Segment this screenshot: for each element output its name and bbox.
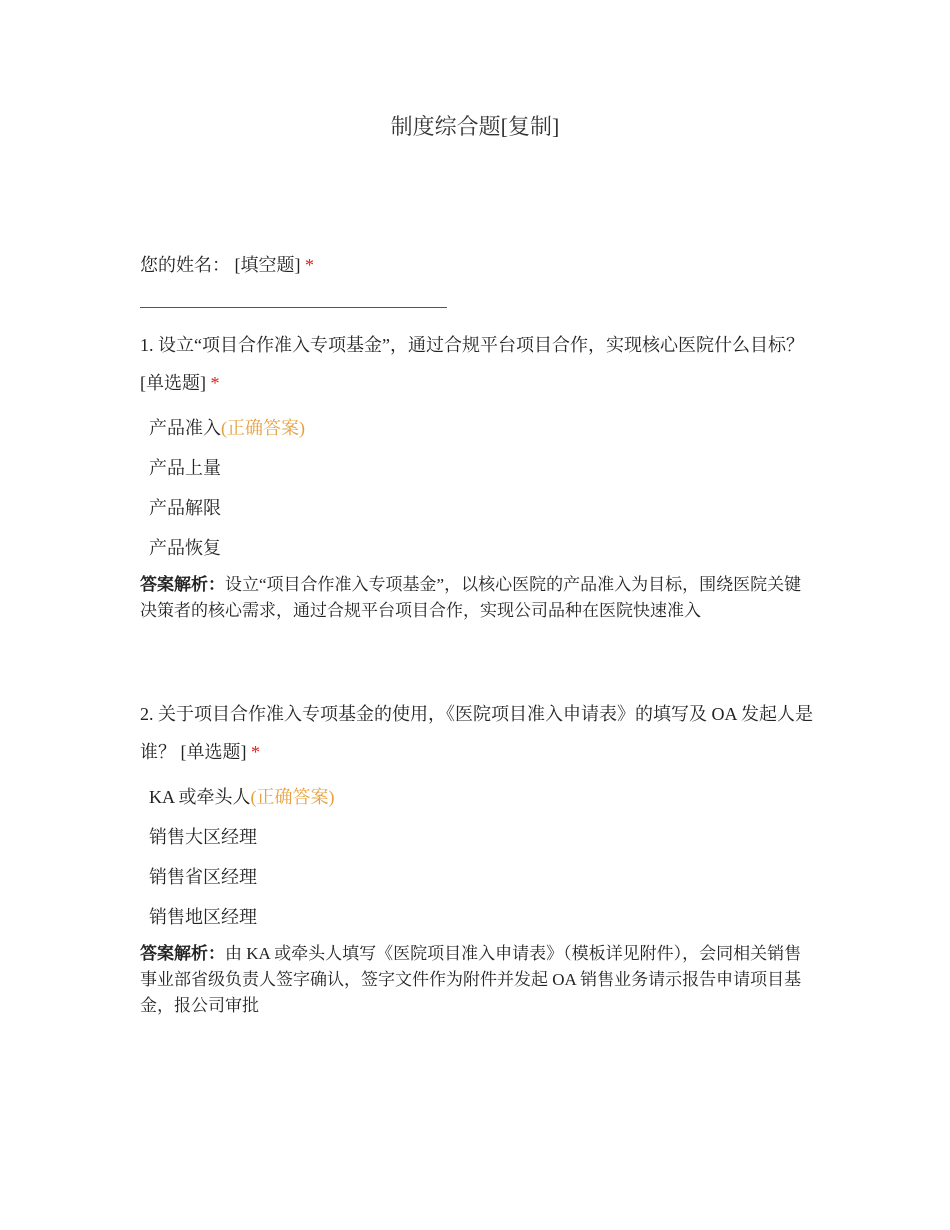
question-number: 2. bbox=[140, 704, 154, 724]
option-label: 销售省区经理 bbox=[149, 867, 257, 887]
analysis-label: 答案解析： bbox=[140, 944, 225, 963]
option-label: 销售大区经理 bbox=[149, 827, 257, 847]
correct-answer-tag: (正确答案) bbox=[250, 787, 335, 807]
page-title: 制度综合题[复制] bbox=[390, 114, 560, 139]
name-question-label: 您的姓名： bbox=[140, 255, 230, 275]
name-question-type: [填空题] bbox=[234, 255, 301, 275]
question-1 bbox=[140, 326, 815, 624]
option-item[interactable] bbox=[140, 488, 815, 528]
option-item[interactable] bbox=[140, 448, 815, 488]
analysis-label: 答案解析： bbox=[140, 575, 225, 594]
option-item[interactable] bbox=[140, 817, 815, 857]
question-1-stem bbox=[140, 326, 815, 402]
question-type: [单选题] bbox=[180, 742, 247, 762]
question-2-stem bbox=[140, 695, 815, 771]
option-item[interactable] bbox=[140, 528, 815, 568]
option-item[interactable] bbox=[140, 857, 815, 897]
answer-analysis bbox=[140, 941, 815, 1019]
correct-answer-tag: (正确答案) bbox=[221, 418, 305, 438]
option-label: 产品上量 bbox=[149, 458, 221, 478]
option-label: 产品准入 bbox=[149, 418, 221, 438]
option-label: KA 或牵头人 bbox=[149, 787, 251, 807]
required-mark: * bbox=[210, 373, 220, 393]
question-text: 设立“项目合作准入专项基金”，通过合规平台项目合作，实现核心医院什么目标？ bbox=[158, 335, 804, 355]
analysis-text: 由 KA 或牵头人填写《医院项目准入申请表》（模板详见附件），会同相关销售事业部省级负责人签字确认，签字文件作为附件并发起 OA 销售业务请示报告申请项目基金，报公司审批 bbox=[140, 944, 802, 1015]
option-label: 销售地区经理 bbox=[149, 907, 257, 927]
question-text: 关于项目合作准入专项基金的使用，《医院项目准入申请表》的填写及 OA 发起人是谁？ bbox=[140, 704, 814, 762]
required-mark: * bbox=[251, 742, 260, 762]
question-number: 1. bbox=[140, 335, 154, 355]
answer-analysis bbox=[140, 572, 815, 624]
name-answer-line[interactable] bbox=[140, 307, 447, 308]
option-label: 产品恢复 bbox=[149, 538, 221, 558]
required-mark: * bbox=[305, 255, 314, 275]
option-label: 产品解限 bbox=[149, 498, 221, 518]
analysis-text: 设立“项目合作准入专项基金”，以核心医院的产品准入为目标，围绕医院关键决策者的核心需求，通过合规平台项目合作，实现公司品种在医院快速准入 bbox=[140, 575, 802, 620]
question-2-options bbox=[140, 777, 815, 937]
question-2 bbox=[140, 695, 815, 1019]
option-item[interactable] bbox=[140, 408, 815, 448]
question-1-options bbox=[140, 408, 815, 568]
option-item[interactable] bbox=[140, 897, 815, 937]
option-item[interactable] bbox=[140, 777, 815, 817]
question-type: [单选题] bbox=[140, 373, 206, 393]
name-question bbox=[140, 246, 815, 284]
